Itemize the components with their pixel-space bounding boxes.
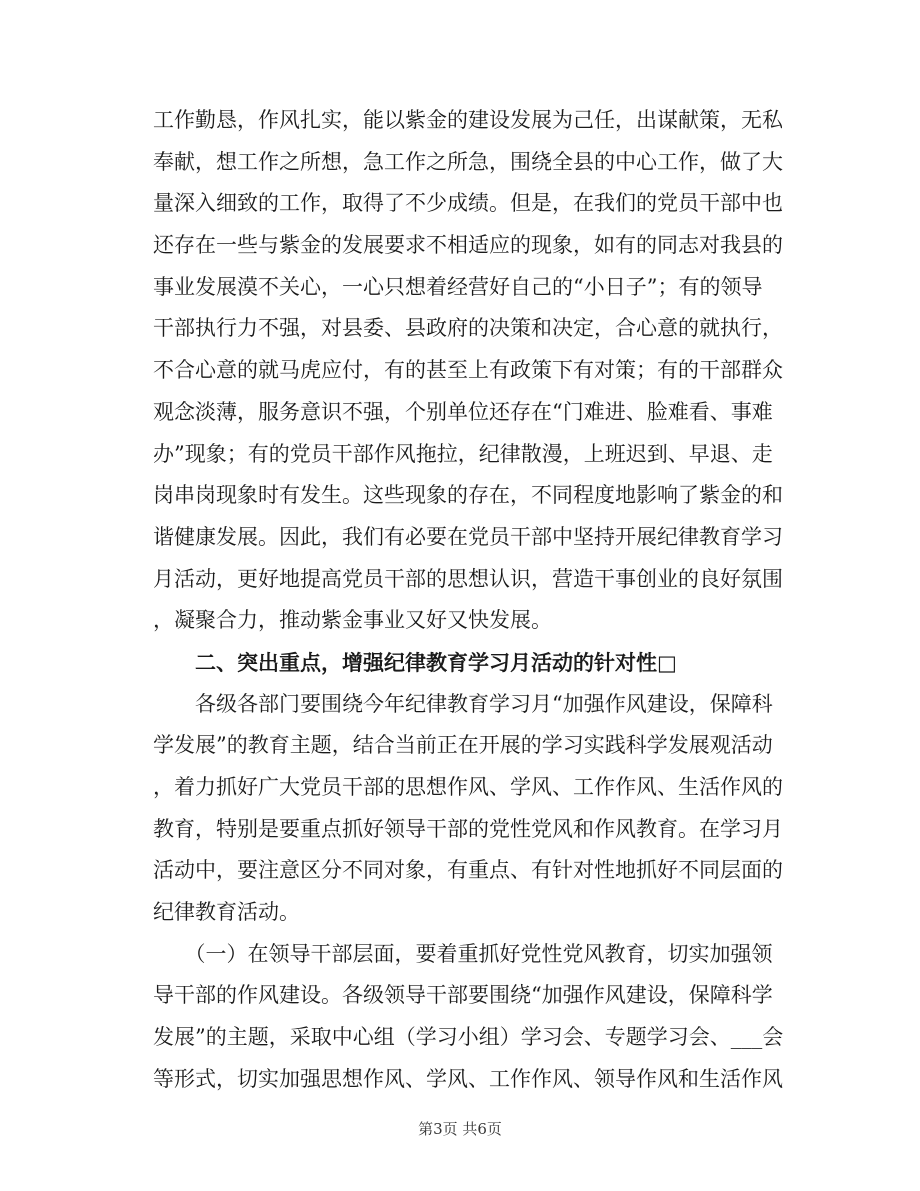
text-line: （一）在领导干部层面，要着重抓好党性党风教育，切实加强领 <box>153 941 773 966</box>
text-line: 发展”的主题，采取中心组（学习小组）学习会、专题学习会、___会 <box>153 1025 784 1050</box>
text-line: 量深入细致的工作，取得了不少成绩。但是，在我们的党员干部中也 <box>153 191 783 216</box>
text-line: 工作勤恳，作风扎实，能以紫金的建设发展为己任，出谋献策，无私 <box>153 108 783 132</box>
text-line: ，凝聚合力，推动紫金事业又好又快发展。 <box>153 608 552 633</box>
text-line: ，着力抓好广大党员干部的思想作风、学风、工作作风、生活作风的 <box>153 775 783 799</box>
document-body <box>153 100 784 1101</box>
text-line: 教育，特别是要重点抓好领导干部的党性党风和作风教育。在学习月 <box>153 816 783 841</box>
text-line: 学发展”的教育主题，结合当前正在开展的学习实践科学发展观活动 <box>153 733 773 758</box>
text-line: 干部执行力不强，对县委、县政府的决策和决定，合心意的就执行， <box>153 316 783 341</box>
text-line: 不合心意的就马虎应付，有的甚至上有政策下有对策；有的干部群众 <box>153 358 783 383</box>
text-line: 事业发展漠不关心，一心只想着经营好自己的“小日子”；有的领导 <box>153 274 763 299</box>
text-line: 奉献，想工作之所想，急工作之所急，围绕全县的中心工作，做了大 <box>153 149 783 174</box>
text-line: 各级各部门要围绕今年纪律教育学习月“加强作风建设，保障科 <box>153 691 773 716</box>
text-line: 导干部的作风建设。各级领导干部要围绕“加强作风建设，保障科学 <box>153 983 773 1008</box>
page-number: 第3页 共6页 <box>418 1120 502 1138</box>
text-line: 还存在一些与紫金的发展要求不相适应的现象，如有的同志对我县的 <box>153 233 783 258</box>
section-heading: 二、突出重点，增强纪律教育学习月活动的针对性□ <box>153 649 677 675</box>
text-line: 办”现象；有的党员干部作风拖拉，纪律散漫，上班迟到、早退、走 <box>153 441 773 466</box>
text-line: 纪律教育活动。 <box>153 900 300 925</box>
text-line: 等形式，切实加强思想作风、学风、工作作风、领导作风和生活作风 <box>153 1066 783 1091</box>
text-line: 活动中，要注意区分不同对象，有重点、有针对性地抓好不同层面的 <box>153 858 783 883</box>
text-line: 月活动，更好地提高党员干部的思想认识，营造干事创业的良好氛围 <box>153 566 783 591</box>
text-line: 谐健康发展。因此，我们有必要在党员干部中坚持开展纪律教育学习 <box>153 524 783 549</box>
text-line: 岗串岗现象时有发生。这些现象的存在，不同程度地影响了紫金的和 <box>153 483 783 508</box>
text-line: 观念淡薄，服务意识不强，个别单位还存在“门难进、脸难看、事难 <box>153 399 773 424</box>
